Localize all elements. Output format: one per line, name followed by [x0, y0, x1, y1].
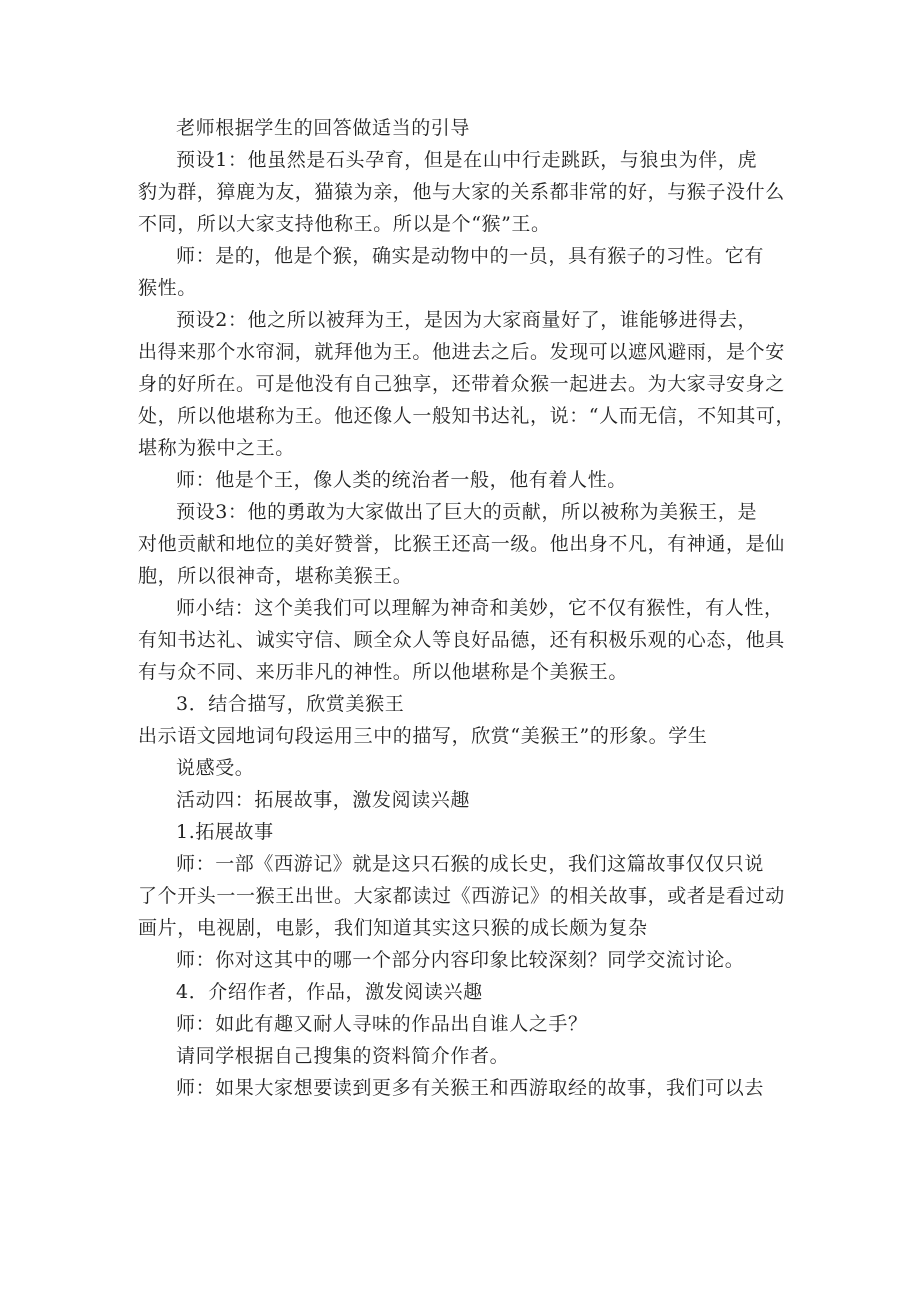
- paragraph-preset-1: [138, 144, 798, 240]
- text-line: 不同，所以大家支持他称王。所以是个“猴”王。: [138, 213, 551, 235]
- text-line: 预设3：他的勇敢为大家做出了巨大的贡献，所以被称为美猴王，是: [176, 501, 758, 523]
- text-line: 猴性。: [138, 277, 197, 299]
- text-line: 了个开头一一猴王出世。大家都读过《西游记》的相关故事，或者是看过动: [138, 885, 785, 907]
- paragraph-show-description: [138, 720, 798, 784]
- paragraph-teacher-human-nature: [138, 464, 798, 496]
- text-line: 说感受。: [176, 757, 255, 779]
- text-line: 堪称为猴中之王。: [138, 437, 295, 459]
- text-line: 师：如此有趣又耐人寻味的作品出自谁人之手？: [176, 1013, 588, 1035]
- paragraph-teacher-summary: [138, 592, 798, 688]
- text-line: 身的好所在。可是他没有自己独享，还带着众猴一起进去。为大家寻安身之: [138, 373, 785, 395]
- paragraph-guidance: [138, 112, 798, 144]
- text-line: 师：如果大家想要读到更多有关猴王和西游取经的故事，我们可以去: [176, 1077, 765, 1099]
- paragraph-preset-2: [138, 304, 798, 464]
- text-line: 有与众不同、来历非凡的神性。所以他堪称是个美猴王。: [138, 661, 629, 683]
- text-line: 1.拓展故事: [176, 821, 274, 843]
- text-line: 活动四：拓展故事，激发阅读兴趣: [176, 789, 471, 811]
- text-line: 画片，电视剧，电影，我们知道其实这只猴的成长颇为复杂: [138, 917, 648, 939]
- text-line: 豹为群，獐鹿为友，猫猿为亲，他与大家的关系都非常的好，与猴子没什么: [138, 181, 785, 203]
- text-line: 出得来那个水帘洞，就拜他为王。他进去之后。发现可以遮风避雨，是个安: [138, 341, 785, 363]
- text-line: 师：他是个王，像人类的统治者一般，他有着人性。: [176, 469, 627, 491]
- activity-4-heading: [138, 784, 798, 816]
- section-heading-3: [138, 688, 798, 720]
- paragraph-discussion: [138, 944, 798, 976]
- paragraph-preset-3: [138, 496, 798, 592]
- text-line: 处，所以他堪称为王。他还像人一般知书达礼，说：“人而无信，不知其可，: [138, 405, 796, 427]
- text-line: 师：是的，他是个猴，确实是动物中的一员，具有猴子的习性。它有: [176, 245, 765, 267]
- text-line: 对他贡献和地位的美好赞誉，比猴王还高一级。他出身不凡，有神通，是仙: [138, 533, 785, 555]
- text-line: 预设2：他之所以被拜为王，是因为大家商量好了，谁能够进得去，: [176, 309, 758, 331]
- text-line: 师：一部《西游记》就是这只石猴的成长史，我们这篇故事仅仅只说: [176, 853, 765, 875]
- subsection-heading-1: [138, 816, 798, 848]
- paragraph-journey-story: [138, 848, 798, 944]
- text-line: 3．结合描写，欣赏美猴王: [176, 693, 405, 715]
- text-line: 请同学根据自己搜集的资料简介作者。: [176, 1045, 510, 1067]
- paragraph-author-intro: [138, 1040, 798, 1072]
- text-line: 师：你对这其中的哪一个部分内容印象比较深刻？同学交流讨论。: [176, 949, 745, 971]
- text-line: 老师根据学生的回答做适当的引导: [176, 117, 471, 139]
- text-line: 出示语文园地词句段运用三中的描写，欣赏“美猴王”的形象。学生: [138, 725, 708, 747]
- document-body: [138, 112, 798, 1104]
- text-line: 有知书达礼、诚实守信、顾全众人等良好品德，还有积极乐观的心态，他具: [138, 629, 785, 651]
- text-line: 预设1：他虽然是石头孕育，但是在山中行走跳跃，与狼虫为伴，虎: [176, 149, 758, 171]
- paragraph-teacher-monkey-nature: [138, 240, 798, 304]
- paragraph-author-question: [138, 1008, 798, 1040]
- paragraph-more-reading: [138, 1072, 798, 1104]
- text-line: 4．介绍作者，作品，激发阅读兴趣: [176, 981, 483, 1003]
- section-heading-4: [138, 976, 798, 1008]
- text-line: 师小结：这个美我们可以理解为神奇和美妙，它不仅有猴性，有人性，: [176, 597, 784, 619]
- text-line: 胞，所以很神奇，堪称美猴王。: [138, 565, 413, 587]
